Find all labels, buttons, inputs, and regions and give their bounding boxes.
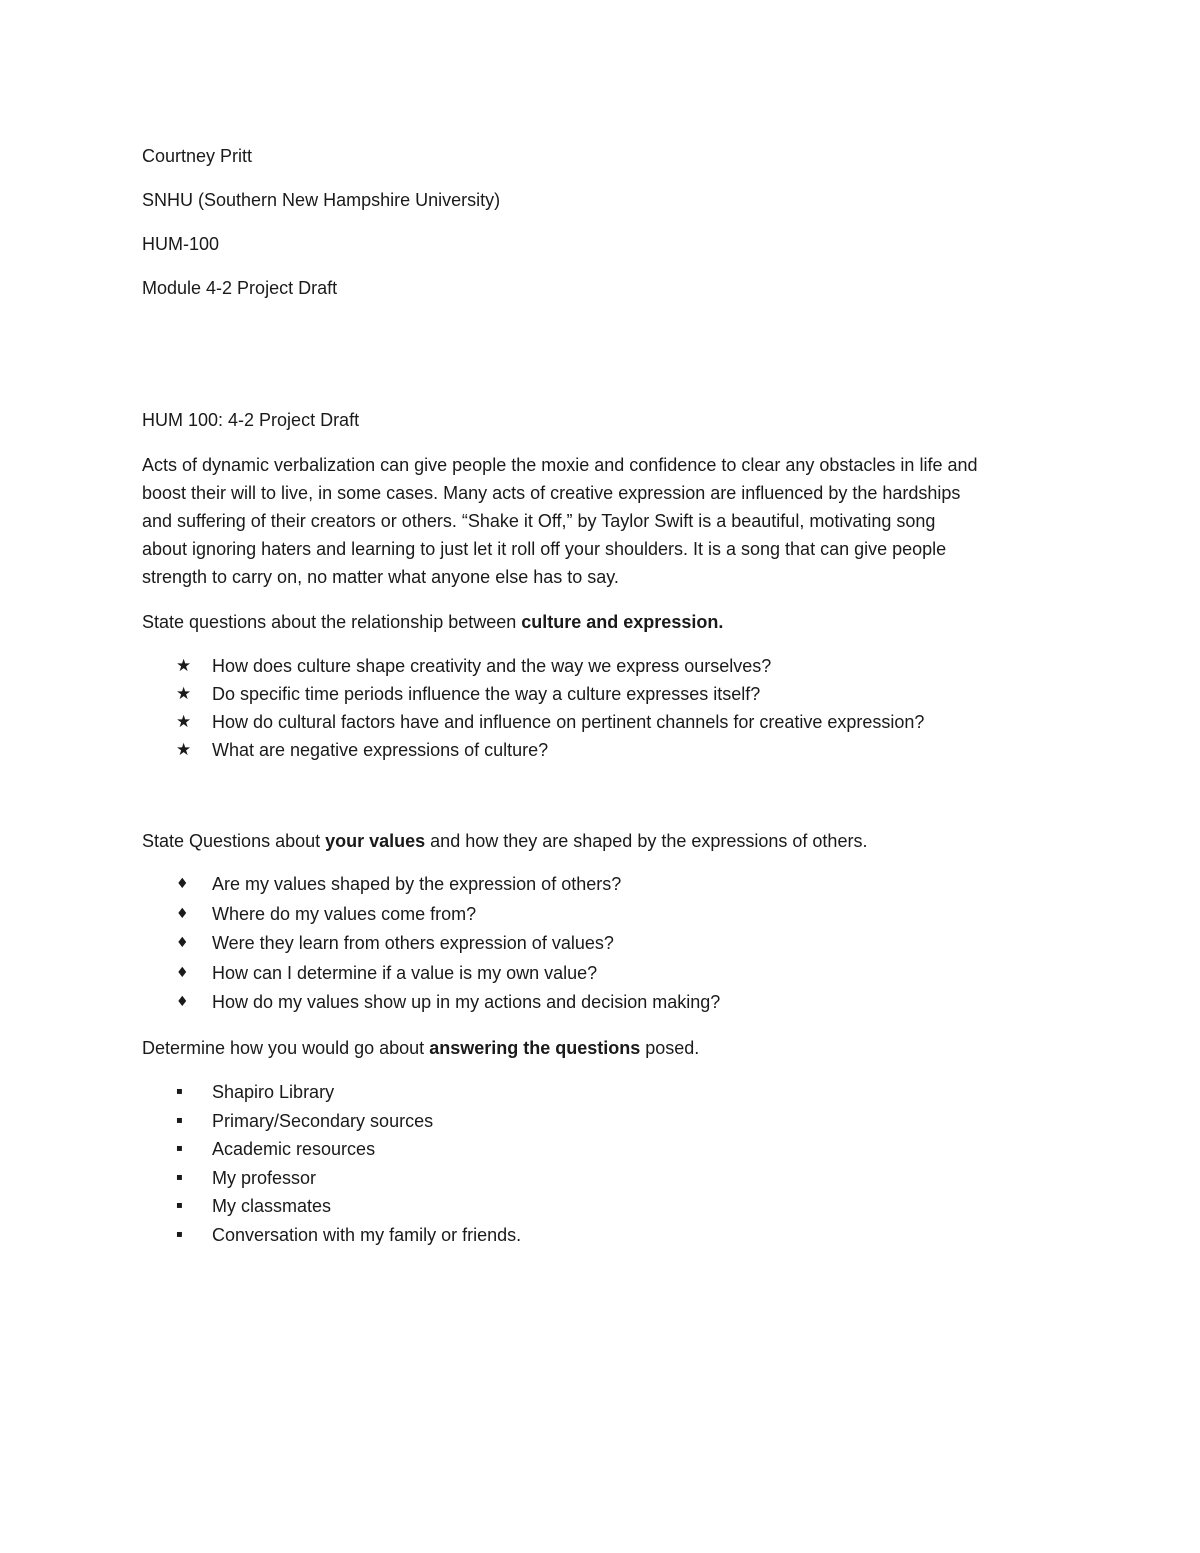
list-item: ♦ Are my values shaped by the expression of others? (176, 874, 622, 894)
prompt-emphasis: answering the questions (429, 1038, 641, 1058)
list-item: ▪ My professor (176, 1167, 317, 1188)
values-questions-prompt: State Questions about your values and how they are shaped by the expressions of others. (142, 831, 868, 851)
culture-questions-list (176, 655, 924, 761)
list-item: ▪ My classmates (176, 1196, 332, 1216)
list-item: ★ How do cultural factors have and influence on pertinent channels for creative expression? (176, 712, 925, 732)
list-item: ★ How does culture shape creativity and the way we express ourselves? (176, 656, 772, 676)
square-bullet-icon: ▪ (176, 1200, 183, 1211)
school-name: SNHU (Southern New Hampshire University) (142, 190, 501, 210)
list-item: ★ Do specific time periods influence the way a culture expresses itself? (176, 684, 761, 704)
star-bullet-icon: ★ (176, 656, 192, 676)
author-name: Courtney Pritt (142, 146, 253, 166)
star-bullet-icon: ★ (176, 712, 192, 732)
star-bullet-icon: ★ (176, 740, 192, 760)
list-item: ▪ Primary/Secondary sources (176, 1110, 434, 1131)
intro-line: about ignoring haters and learning to just let it roll off your shoulders. It is a song that can give people (142, 539, 947, 559)
square-bullet-icon: ▪ (176, 1143, 183, 1154)
list-item: ▪ Academic resources (176, 1139, 376, 1159)
diamond-bullet-icon: ♦ (176, 935, 189, 951)
intro-paragraph (142, 451, 1072, 591)
list-item: ★ What are negative expressions of culture? (176, 740, 549, 760)
diamond-bullet-icon: ♦ (176, 994, 189, 1010)
research-sources-list (176, 1081, 521, 1246)
culture-questions-prompt: State questions about the relationship between culture and expression. (142, 612, 724, 632)
list-item: ♦ Were they learn from others expression of values? (176, 933, 614, 953)
intro-line: strength to carry on, no matter what anyone else has to say. (142, 567, 619, 587)
course-code: HUM-100 (142, 234, 220, 254)
list-item: ♦ Where do my values come from? (176, 903, 477, 924)
document-title: HUM 100: 4-2 Project Draft (142, 410, 360, 430)
diamond-bullet-icon: ♦ (176, 964, 189, 981)
square-bullet-icon: ▪ (176, 1114, 183, 1126)
square-bullet-icon: ▪ (176, 1171, 183, 1183)
square-bullet-icon: ▪ (176, 1086, 183, 1097)
diamond-bullet-icon: ♦ (176, 905, 189, 922)
assignment-name: Module 4-2 Project Draft (142, 278, 338, 298)
list-item: ♦ How do my values show up in my actions and decision making? (176, 992, 721, 1012)
list-item: ♦ How can I determine if a value is my own value? (176, 962, 598, 983)
intro-line: boost their will to live, in some cases. Many acts of creative expression are influenced by the hardships (142, 483, 961, 503)
list-item: ▪ Shapiro Library (176, 1082, 335, 1102)
values-questions-list (176, 873, 720, 1013)
answering-prompt: Determine how you would go about answering the questions posed. (142, 1038, 700, 1058)
square-bullet-icon: ▪ (176, 1228, 183, 1240)
intro-line: and suffering of their creators or others. “Shake it Off,” by Taylor Swift is a beautiful, motivating song (142, 511, 936, 531)
prompt-emphasis: your values (325, 831, 426, 851)
intro-line: Acts of dynamic verbalization can give people the moxie and confidence to clear any obstacles in life and (142, 455, 978, 475)
prompt-emphasis: culture and expression (521, 612, 719, 632)
star-bullet-icon: ★ (176, 684, 192, 704)
diamond-bullet-icon: ♦ (176, 876, 189, 892)
list-item: ▪ Conversation with my family or friends. (176, 1224, 522, 1245)
